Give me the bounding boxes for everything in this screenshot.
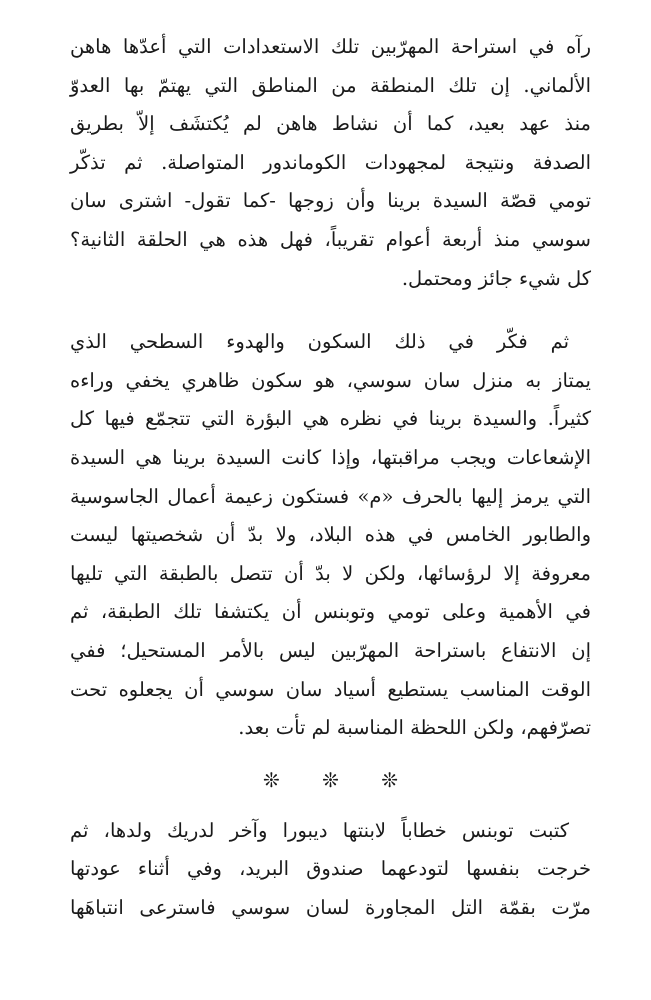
text-line: إن الانتفاع باستراحة المهرّبين ليس بالأمر المستحيل؛ ففي	[70, 638, 591, 662]
paragraph-3	[70, 812, 591, 928]
text-line: الصدفة ونتيجة لمجهودات الكوماندور المتواصلة. ثم تذكّر	[70, 150, 591, 174]
text-line: خرجت بنفسها لتودعهما صندوق البريد، وفي أثناء عودتها	[70, 857, 591, 881]
text-line: كتبت توبنس خطاباً لابنتها ديبورا وآخر لدريك ولدها، ثم	[70, 818, 569, 842]
text-line: الوقت المناسب يستطيع أسياد سان سوسي أن يجعلوه تحت	[70, 677, 591, 701]
text-line: كل شيء جائز ومحتمل.	[401, 266, 591, 290]
text-line: سوسي منذ أربعة أعوام تقريباً، فهل هذه هي الحلقة الثانية؟	[70, 227, 591, 251]
text-line: والطابور الخامس في هذه البلاد، ولا بدّ أن شخصيتها ليست	[70, 523, 591, 547]
text-line: يمتاز به منزل سان سوسي، هو سكون ظاهري يخفي وراءه	[70, 368, 591, 392]
text-line: مرّت بقمّة التل المجاورة لسان سوسي فاسترعى انتباهَها	[70, 895, 591, 919]
text-line: التي يرمز إليها بالحرف «م» فستكون زعيمة أعمال الجاسوسية	[70, 484, 591, 508]
text-line: معروفة إلا لرؤسائها، ولكن لا بدّ أن تتصل بالطبقة التي تليها	[70, 561, 591, 585]
paragraph-2	[70, 323, 591, 748]
text-line: ثم فكّر في ذلك السكون والهدوء السطحي الذي	[70, 330, 569, 354]
text-line: الألماني. إن تلك المنطقة من المناطق التي يهتمّ بها العدوّ	[70, 73, 591, 97]
paragraph-1	[70, 28, 591, 298]
text-line: تومي قصّة السيدة برينا وأن زوجها -كما تقول- اشترى سان	[70, 189, 591, 213]
section-separator: ❊ ❊ ❊	[263, 767, 416, 792]
text-line: منذ عهد بعيد، كما أن نشاط هاهن لم يُكتشَف إلاّ بطريق	[70, 112, 591, 136]
paragraph-gap	[70, 298, 591, 323]
text-line: كثيراً. والسيدة برينا في نظره هي البؤرة التي تتجمّع فيها كل	[70, 407, 591, 431]
text-line: الإشعاعات ويجب مراقبتها، وإذا كانت السيدة برينا هي السيدة	[70, 445, 591, 469]
text-line: رآه في استراحة المهرّبين تلك الاستعدادات التي أعدّها هاهن	[70, 35, 591, 58]
text-line: تصرّفهم، ولكن اللحظة المناسبة لم تأت بعد.	[238, 716, 591, 740]
text-line: في الأهمية وعلى تومي وتوبنس أن يكتشفا تلك الطبقة، ثم	[70, 600, 591, 624]
